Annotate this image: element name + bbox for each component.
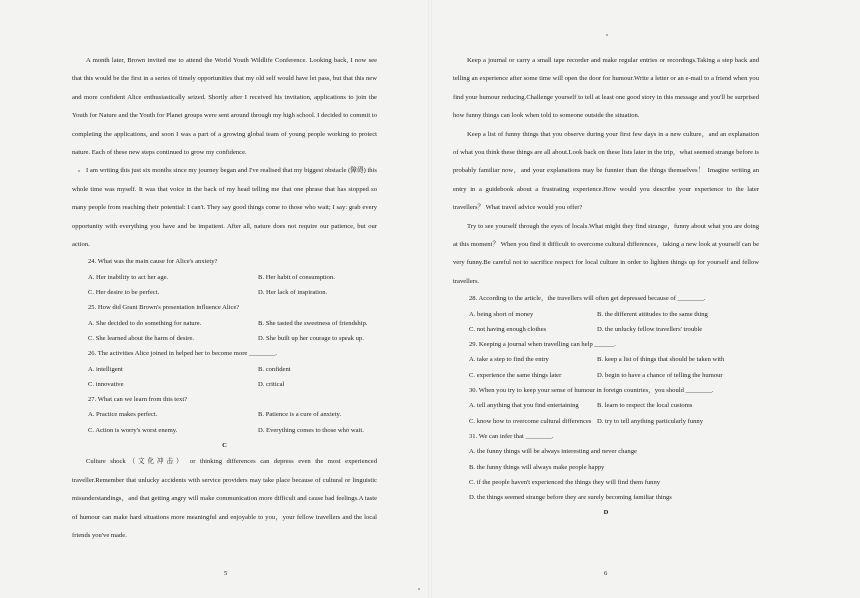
option-d: D. Everything comes to those who wait. bbox=[258, 426, 364, 434]
question-24 bbox=[72, 254, 377, 300]
option-c: C. if the people haven't experienced the things they will find them funny bbox=[469, 478, 661, 486]
question-29 bbox=[453, 337, 759, 383]
option-a: A. being short of money bbox=[469, 310, 534, 318]
option-c: C. innovative bbox=[88, 380, 124, 388]
option-d: D. the things seemed strange before they are surely becoming familiar things bbox=[469, 494, 672, 502]
question-stem: 26. The activities Alice joined in helped her to become more ________. bbox=[88, 350, 278, 358]
section-c-heading: C bbox=[222, 442, 227, 450]
question-stem: 29. Keeping a journal when travelling can help ______. bbox=[469, 341, 616, 349]
question-26 bbox=[72, 346, 377, 392]
section-d-heading: D bbox=[603, 509, 609, 517]
option-a: A. the funny things will be always interesting and never change bbox=[469, 448, 637, 456]
option-c: C. She learned about the harm of desire. bbox=[88, 334, 195, 342]
option-d: D. critical bbox=[258, 380, 285, 388]
option-c: C. Her desire to be perfect. bbox=[88, 289, 160, 297]
option-b: B. the funny things will always make people happy bbox=[469, 463, 605, 471]
question-30 bbox=[453, 383, 759, 429]
option-d: D. Her lack of inspiration. bbox=[258, 289, 328, 297]
option-c: C. experience the same things later bbox=[469, 371, 562, 379]
option-b: B. learn to respect the local customs bbox=[597, 402, 693, 410]
scan-speck bbox=[606, 34, 608, 36]
passage-b-paragraph: A month later, Brown invited me to attend the World Youth Wildlife Conference. Looking back, I now see that this would be the first in a series of timely opportunities that my old self would have let pass, but that this new and more confident Alice enthusiastically seized. Shortly after I received his invitation, applications to join the Youth for Nature and the Youth for Planet groups were sent around through my high school. I decided to commit to completing the applications, and soon I was a part of a growing global team of young people working to protect nature. Each of these new steps continued to grow my confidence. bbox=[72, 57, 377, 157]
option-d: D. begin to have a chance of telling the humour bbox=[597, 371, 723, 379]
question-stem: 30. When you try to keep your sense of humour in foreign countries，you should ________. bbox=[469, 387, 714, 395]
question-25 bbox=[72, 300, 377, 346]
option-d: D. try to tell anything particularly funny bbox=[597, 417, 704, 425]
option-c: C. not having enough clothes bbox=[469, 325, 547, 333]
option-a: A. tell anything that you find entertaining bbox=[469, 402, 579, 410]
option-a: A. Her inability to act her age. bbox=[88, 273, 169, 281]
question-stem: 24. What was the main cause for Alice's anxiety? bbox=[88, 258, 218, 266]
passage-c-paragraph: Keep a list of funny things that you observe during your first few days in a new culture，and an explanation of what you think these things are all about.Look back on these lists later in the trip，what seemed strange before is probably familiar now，and your explanations may be funnier than the things themselves！ Imagine writing an entry in a guidebook about a frustrating experience.How would you describe your experience to the later travellers？ What travel advice would you offer? bbox=[453, 130, 759, 212]
question-28 bbox=[453, 291, 759, 337]
option-d: D. She built up her courage to speak up. bbox=[258, 334, 364, 342]
page-number-right: 6 bbox=[604, 570, 608, 577]
question-27 bbox=[72, 392, 377, 438]
option-c: C. Action is worry's worst enemy. bbox=[88, 426, 178, 434]
option-c: C. know how to overcome cultural differences bbox=[469, 417, 592, 425]
scan-speck bbox=[78, 170, 80, 172]
question-stem: 27. What can we learn from this text? bbox=[88, 396, 188, 404]
right-page bbox=[453, 52, 759, 521]
option-b: B. Her habit of consumption. bbox=[258, 273, 335, 281]
option-a: A. take a step to find the entry bbox=[469, 356, 549, 364]
option-a: A. She decided to do something for nature. bbox=[88, 319, 202, 327]
option-b: B. She tasted the sweetness of friendship. bbox=[258, 319, 368, 327]
option-b: B. confident bbox=[258, 365, 291, 373]
passage-c-paragraph: Keep a journal or carry a small tape recorder and make regular entries or recordings.Taking a step back and telling an experience after some time will open the door for humour.Write a letter or an e-mail to a friend when you find your humour reducing.Challenge yourself to tell at least one good story in this message and you'll be surprised how funny things can look when told to someone outside the situation. bbox=[453, 57, 759, 120]
option-a: A. intelligent bbox=[88, 365, 123, 373]
option-b: B. the different attitudes to the same thing bbox=[597, 310, 708, 318]
scan-speck bbox=[418, 588, 420, 590]
question-31 bbox=[453, 429, 759, 505]
passage-b-paragraph: I am writing this just six months since my journey began and I've realised that my biggest obstacle (障碍) this whole time was myself. It was that voice in the back of my head telling me that one phrase that has stopped so many people from reaching their potential: I can't. They say good things come to those who wait; I say: grab every opportunity with everything you have and be impatient. After all, nature does not require our patience, but our action. bbox=[72, 167, 377, 249]
option-b: B. keep a list of things that should be taken with bbox=[597, 356, 725, 364]
passage-c-paragraph: Culture shock（文化冲击） or thinking differences can depress even the most experienced traveller.Remember that unlucky accidents with service providers may take place because of cultural or linguistic misunderstandings，and that getting angry will make communication more difficult and cause bad feelings.A taste of humour can make hard situations more meaningful and enjoyable to you，your fellow travellers and the local friends you've made. bbox=[72, 458, 377, 539]
option-d: D. the unlucky fellow travellers' trouble bbox=[597, 325, 703, 333]
option-a: A. Practice makes perfect. bbox=[88, 411, 158, 419]
page-number-left: 5 bbox=[224, 570, 228, 577]
question-stem: 28. According to the article，the travellers will often get depressed because of ________. bbox=[469, 295, 706, 303]
question-stem: 31. We can infer that ________. bbox=[469, 432, 554, 440]
option-b: B. Patience is a cure of anxiety. bbox=[258, 411, 342, 419]
passage-c-paragraph: Try to see yourself through the eyes of locals.What might they find strange，funny about what you are doing at this moment？ When you find it difficult to overcome cultural differences，taking a new look at yourself can be very funny.Be careful not to sacrifice respect for local culture in order to lighten things up for yourself and fellow travellers. bbox=[453, 222, 759, 285]
left-page bbox=[72, 52, 377, 545]
question-stem: 25. How did Grant Brown's presentation influence Alice? bbox=[88, 304, 240, 312]
page-fold bbox=[428, 0, 432, 598]
